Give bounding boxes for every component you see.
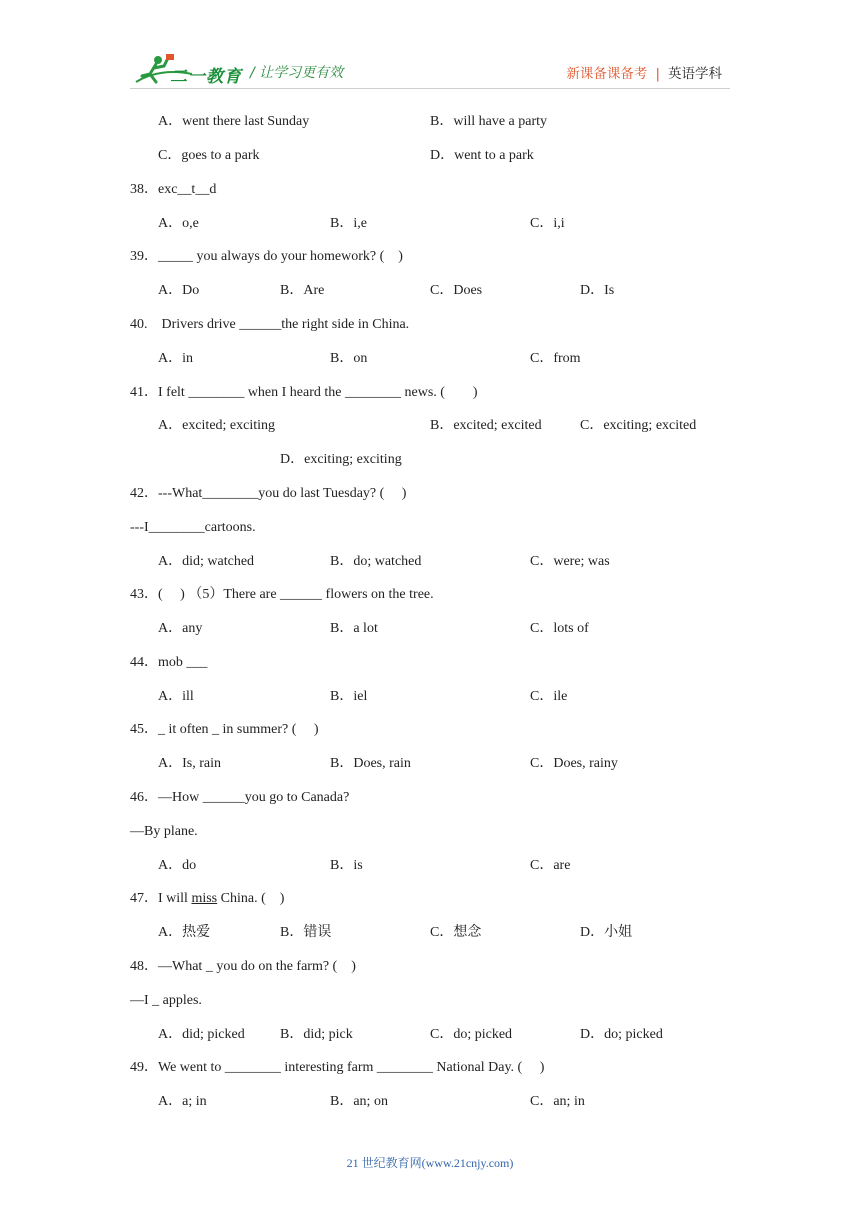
q40-option-a: A．in bbox=[158, 351, 193, 366]
q45-option-c: C．Does, rainy bbox=[530, 756, 618, 771]
q47-option-d: D．小姐 bbox=[580, 925, 633, 940]
q41-option-a: A．excited; exciting bbox=[158, 418, 276, 433]
brand-right bbox=[566, 62, 722, 82]
q48-option-a: A．did; picked bbox=[158, 1027, 245, 1042]
slogan: / 让学习更有效 bbox=[250, 65, 344, 81]
q46-stem-2: —By plane. bbox=[130, 824, 198, 839]
logo-text: 二一教育 bbox=[170, 67, 242, 87]
q41-stem: 41．I felt ________ when I heard the ________ news. ( ) bbox=[130, 385, 478, 400]
q41-option-d: D．exciting; exciting bbox=[280, 452, 402, 467]
q43-option-c: C．lots of bbox=[530, 621, 589, 636]
q45-option-a: A．Is, rain bbox=[158, 756, 221, 771]
q46-stem-1: 46．—How ______you go to Canada? bbox=[130, 790, 350, 805]
q42-option-a: A．did; watched bbox=[158, 554, 255, 569]
q43-option-a: A．any bbox=[158, 621, 203, 636]
q47-stem bbox=[130, 889, 284, 909]
q47-stem-pre: 47．I will bbox=[130, 891, 192, 906]
q47-option-b: B．错误 bbox=[280, 925, 332, 940]
q48-option-c: C．do; picked bbox=[430, 1027, 513, 1042]
q47-stem-post: China. ( ) bbox=[217, 891, 285, 906]
q39-option-b: B．Are bbox=[280, 283, 325, 298]
q44-stem: 44．mob ___ bbox=[130, 655, 208, 670]
q44-option-c: C．ile bbox=[530, 689, 568, 704]
q49-option-c: C．an; in bbox=[530, 1094, 585, 1109]
q42-option-c: C．were; was bbox=[530, 554, 610, 569]
q39-stem: 39．_____ you always do your homework? ( ) bbox=[130, 249, 403, 264]
q40-option-c: C．from bbox=[530, 351, 581, 366]
q49-option-b: B．an; on bbox=[330, 1094, 388, 1109]
q42-stem-1: 42．---What________you do last Tuesday? ( ) bbox=[130, 486, 407, 501]
q39-option-a: A．Do bbox=[158, 283, 200, 298]
q42-option-b: B．do; watched bbox=[330, 554, 422, 569]
q45-stem: 45．_ it often _ in summer? ( ) bbox=[130, 722, 319, 737]
q37-option-a: A．went there last Sunday bbox=[158, 114, 310, 129]
q49-stem: 49．We went to ________ interesting farm ________ National Day. ( ) bbox=[130, 1060, 545, 1075]
q38-option-b: B．i,e bbox=[330, 216, 367, 231]
q47-underlined-word: miss bbox=[191, 891, 218, 906]
q46-option-c: C．are bbox=[530, 858, 571, 873]
q43-stem: 43．( ) （5）There are ______ flowers on the tree. bbox=[130, 587, 434, 602]
header-divider bbox=[130, 88, 730, 89]
q44-option-b: B．iel bbox=[330, 689, 368, 704]
brand-separator: | bbox=[655, 66, 660, 82]
q44-option-a: A．ill bbox=[158, 689, 194, 704]
q45-option-b: B．Does, rain bbox=[330, 756, 411, 771]
q46-option-a: A．do bbox=[158, 858, 197, 873]
q48-option-d: D．do; picked bbox=[580, 1027, 663, 1042]
q48-stem-2: —I _ apples. bbox=[130, 993, 202, 1008]
q47-option-a: A．热爱 bbox=[158, 925, 211, 940]
q38-option-a: A．o,e bbox=[158, 216, 199, 231]
brand-main: 新课备课备考 bbox=[566, 66, 648, 82]
q39-option-d: D．Is bbox=[580, 283, 615, 298]
q41-option-c: C．exciting; excited bbox=[580, 418, 697, 433]
q40-stem: 40. Drivers drive ______the right side in China. bbox=[130, 317, 410, 332]
q47-option-c: C．想念 bbox=[430, 925, 482, 940]
q39-option-c: C．Does bbox=[430, 283, 483, 298]
q40-option-b: B．on bbox=[330, 351, 368, 366]
q42-stem-2: ---I________cartoons. bbox=[130, 520, 256, 535]
q43-option-b: B．a lot bbox=[330, 621, 378, 636]
q37-option-d: D．went to a park bbox=[430, 148, 534, 163]
q46-option-b: B．is bbox=[330, 858, 363, 873]
page-footer: 21 世纪教育网(www.21cnjy.com) bbox=[346, 1156, 514, 1170]
q37-option-c: C．goes to a park bbox=[158, 148, 260, 163]
q41-option-b: B．excited; excited bbox=[430, 418, 542, 433]
q38-stem: 38．exc__t__d bbox=[130, 182, 217, 197]
brand-subject: 英语学科 bbox=[668, 66, 722, 82]
page-header bbox=[0, 0, 860, 100]
q49-option-a: A．a; in bbox=[158, 1094, 207, 1109]
q37-option-b: B．will have a party bbox=[430, 114, 548, 129]
q48-option-b: B．did; pick bbox=[280, 1027, 353, 1042]
q38-option-c: C．i,i bbox=[530, 216, 565, 231]
q48-stem-1: 48．—What _ you do on the farm? ( ) bbox=[130, 959, 356, 974]
